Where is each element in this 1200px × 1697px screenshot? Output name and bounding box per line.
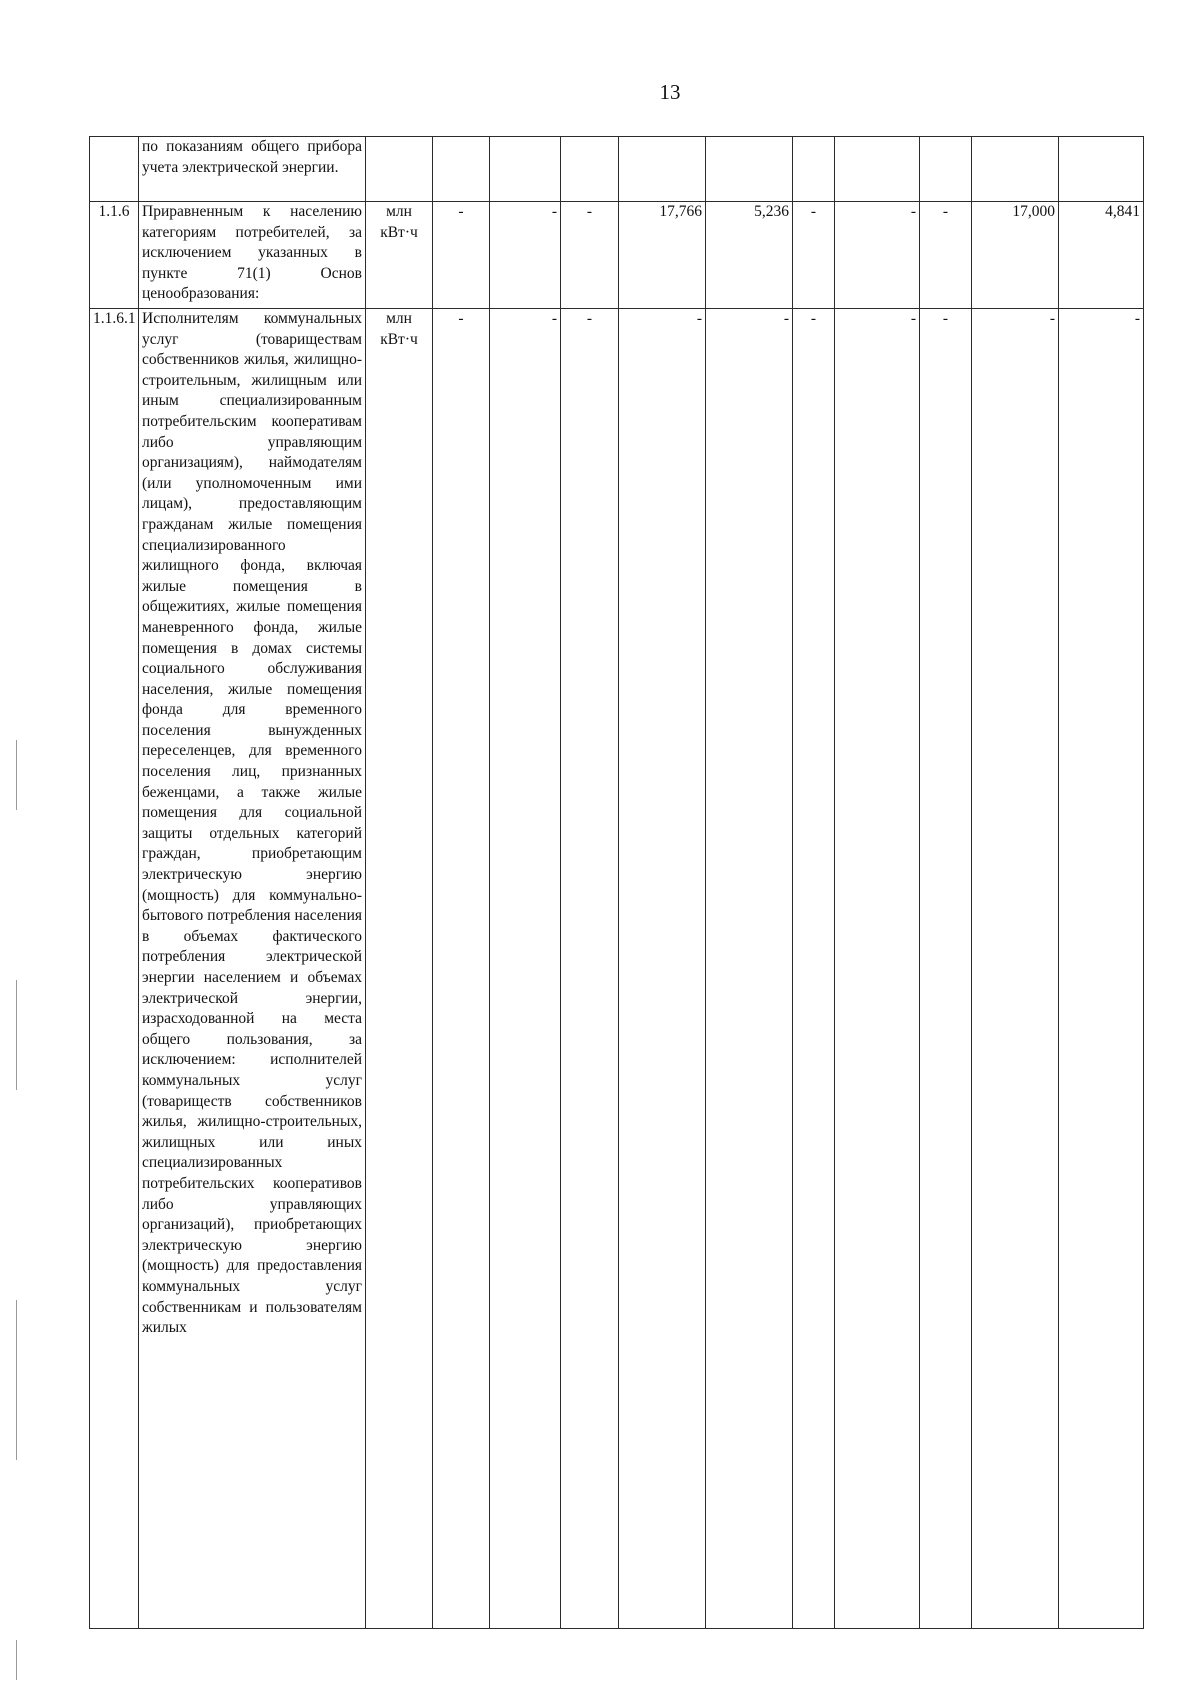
row-description: Исполнителям коммунальных услуг (товариществам собственников жилья, жилищно-строительным, жилищным или иным специализированным потребительским кооперативам либо управляющим организациям), наймодателям (или уполномоченным ими лицам), предоставляющим гражданам жилые помещения специализированного жилищного фонда, включая жилые помещения в общежитиях, жилые помещения маневренного фонда, жилые помещения в домах системы социального обслуживания населения, жилые помещения фонда для временного поселения вынужденных переселенцев, для временного поселения лиц, признанных беженцами, а также жилые помещения для социальной защиты отдельных категорий граждан, приобретающим электрическую энергию (мощность) для коммунально-бытового потребления населения в объемах фактического потребления электрической энергии населением и объемах электрической энергии, израсходованной на места общего пользования, за исключением: исполнителей коммунальных услуг (товариществ собственников жилья, жилищно-строительных, жилищных или иных специализированных потребительских кооперативов либо управляющих организаций), приобретающих электрическую энергию (мощность) для предоставления коммунальных услуг собственникам и пользователям жилых bbox=[139, 309, 366, 1629]
value-cell: - bbox=[561, 309, 619, 1629]
value-cell: - bbox=[920, 202, 972, 309]
row-unit: млн кВт·ч bbox=[366, 309, 433, 1629]
value-cell: - bbox=[972, 309, 1059, 1629]
value-cell: - bbox=[433, 309, 490, 1629]
scan-margin-mark bbox=[16, 1640, 17, 1680]
scan-margin-mark bbox=[16, 980, 17, 1090]
value-cell: - bbox=[920, 309, 972, 1629]
value-cell: - bbox=[561, 202, 619, 309]
value-cell: 5,236 bbox=[706, 202, 793, 309]
value-cell: - bbox=[793, 202, 835, 309]
value-cell: - bbox=[619, 309, 706, 1629]
table-row bbox=[90, 137, 1144, 202]
row-description: Приравненным к населению категориям потребителей, за исключением указанных в пункте 71(1) Основ ценообразования: bbox=[139, 202, 366, 309]
row-number: 1.1.6.1 bbox=[90, 309, 139, 1629]
value-cell: - bbox=[433, 202, 490, 309]
value-cell: 17,000 bbox=[972, 202, 1059, 309]
value-cell: - bbox=[1059, 309, 1144, 1629]
row-unit bbox=[366, 137, 433, 202]
value-cell: - bbox=[835, 309, 920, 1629]
value-cell bbox=[706, 137, 793, 202]
row-number bbox=[90, 137, 139, 202]
value-cell: - bbox=[835, 202, 920, 309]
value-cell: - bbox=[706, 309, 793, 1629]
value-cell: - bbox=[793, 309, 835, 1629]
value-cell: 4,841 bbox=[1059, 202, 1144, 309]
value-cell bbox=[793, 137, 835, 202]
value-cell bbox=[490, 137, 561, 202]
page-number: 13 bbox=[659, 80, 681, 104]
value-cell: 17,766 bbox=[619, 202, 706, 309]
value-cell: - bbox=[490, 202, 561, 309]
row-unit: млн кВт·ч bbox=[366, 202, 433, 309]
row-description: по показаниям общего прибора учета электрической энергии. bbox=[139, 137, 366, 202]
value-cell: - bbox=[490, 309, 561, 1629]
value-cell bbox=[433, 137, 490, 202]
scan-margin-mark bbox=[16, 740, 17, 810]
value-cell bbox=[1059, 137, 1144, 202]
table-row bbox=[90, 202, 1144, 309]
value-cell bbox=[561, 137, 619, 202]
value-cell bbox=[972, 137, 1059, 202]
value-cell bbox=[619, 137, 706, 202]
scan-margin-mark bbox=[16, 1300, 17, 1460]
value-cell bbox=[920, 137, 972, 202]
row-number: 1.1.6 bbox=[90, 202, 139, 309]
tariff-table bbox=[89, 136, 1144, 1629]
value-cell bbox=[835, 137, 920, 202]
table-row bbox=[90, 309, 1144, 1629]
